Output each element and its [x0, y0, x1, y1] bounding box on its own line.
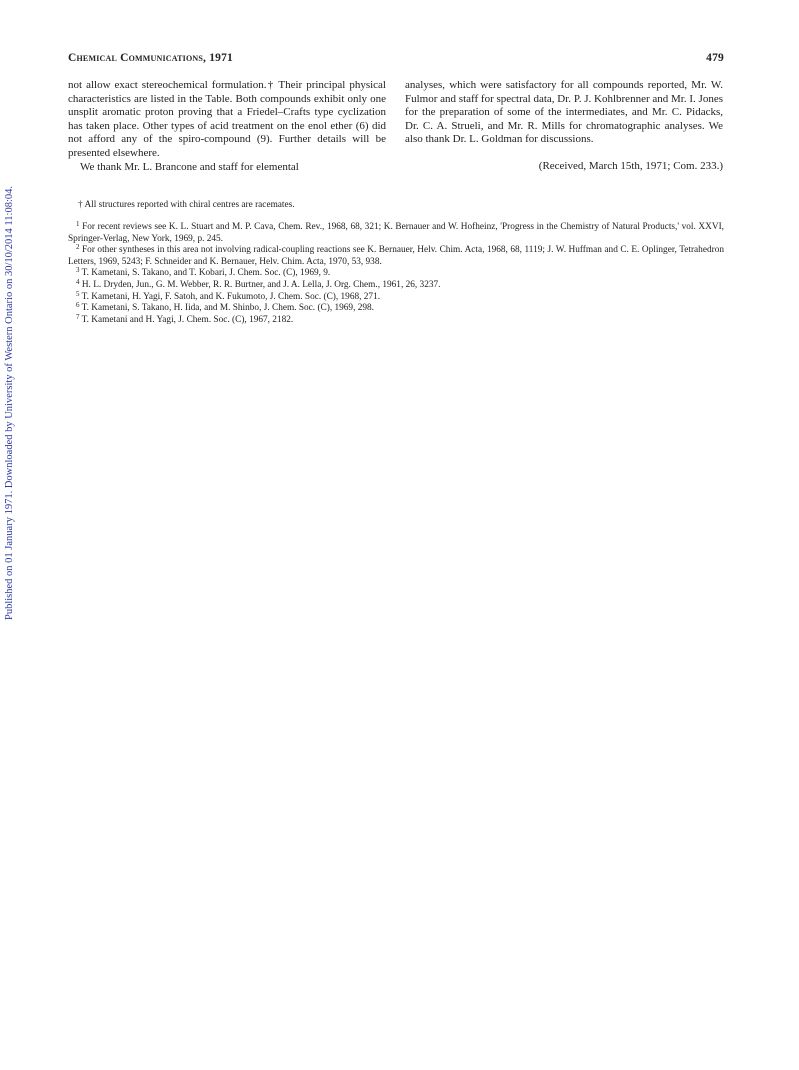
reference-text: T. Kametani and H. Yagi, J. Chem. Soc. (C), 1967, 2182.	[81, 314, 294, 325]
page-number: 479	[706, 52, 724, 64]
reference-item	[68, 277, 724, 292]
received-date: (Received, March 15th, 1971; Com. 233.)	[538, 159, 723, 172]
reference-number: 7	[76, 312, 80, 321]
reference-number: 2	[76, 243, 80, 252]
reference-item	[68, 245, 724, 268]
reference-number: 3	[76, 266, 80, 275]
reference-number: 1	[76, 220, 80, 228]
reference-text: For other syntheses in this area not involving radical-coupling reactions see K. Bernauer, Helv. Chim. Acta, 1968, 68, 1119; J. W. Huffman and C. E. Oplinger, Tetrahedron Letters, 1969, 5243; F. Schneider and K. Bernauer, Helv. Chim. Acta, 1970, 53, 938.	[68, 245, 724, 267]
left-paragraph-1: not allow exact stereochemical formulation.† Their principal physical characteristics are listed in the Table. Both compounds exhibit only one unsplit aromatic proton proving that a Friedel–Crafts type cyclization has taken place. Other types of acid treatment on the enol ether (6) did not afford any of the spiro-compound (9). Further details will be presented elsewhere.	[68, 79, 386, 159]
reference-text: H. L. Dryden, Jun., G. M. Webber, R. R. Burtner, and J. A. Lella, J. Org. Chem., 1961, 26, 3237.	[81, 279, 441, 290]
reference-item	[68, 312, 724, 327]
reference-number: 6	[76, 301, 80, 310]
reference-item	[68, 268, 724, 280]
reference-text: T. Kametani, S. Takano, H. Iida, and M. Shinbo, J. Chem. Soc. (C), 1969, 298.	[81, 303, 374, 314]
right-paragraph-1: analyses, which were satisfactory for all compounds reported, Mr. W. Fulmor and staff for spectral data, Dr. P. J. Kohlbrenner and Mr. I. Jones for the preparation of some of the intermediates, and Mr. C. Pidacks, Dr. C. A. Strueli, and Mr. R. Mills for chromatographic analyses. We also thank Dr. L. Goldman for discussions.	[405, 79, 723, 146]
download-watermark	[4, 186, 18, 1070]
download-watermark-text: Published on 01 January 1971. Downloaded by University of Western Ontario on 30/10/2014 11:08:04.	[4, 186, 15, 620]
reference-item	[68, 289, 724, 304]
reference-text: T. Kametani, H. Yagi, F. Satoh, and K. Fukumoto, J. Chem. Soc. (C), 1968, 271.	[81, 291, 381, 302]
journal-title: Chemical Communications, 1971	[68, 52, 233, 64]
reference-text: For recent reviews see K. L. Stuart and M. P. Cava, Chem. Rev., 1968, 68, 321; K. Bernauer and W. Hofheinz, 'Progress in the Chemistry of Natural Products,' vol. XXVI, Springer-Verlag, New York, 1969, p. 245.	[68, 222, 724, 244]
left-paragraph-2: We thank Mr. L. Brancone and staff for elemental	[80, 160, 299, 173]
running-head	[68, 52, 724, 64]
left-column	[68, 79, 386, 174]
reference-number: 4	[76, 277, 80, 286]
reference-list	[68, 222, 724, 326]
reference-item	[68, 222, 724, 245]
footnote: † All structures reported with chiral centres are racemates.	[78, 200, 295, 210]
reference-text: T. Kametani, S. Takano, and T. Kobari, J. Chem. Soc. (C), 1969, 9.	[81, 268, 331, 279]
right-column	[405, 79, 723, 174]
reference-number: 5	[76, 289, 80, 298]
reference-item	[68, 303, 724, 315]
